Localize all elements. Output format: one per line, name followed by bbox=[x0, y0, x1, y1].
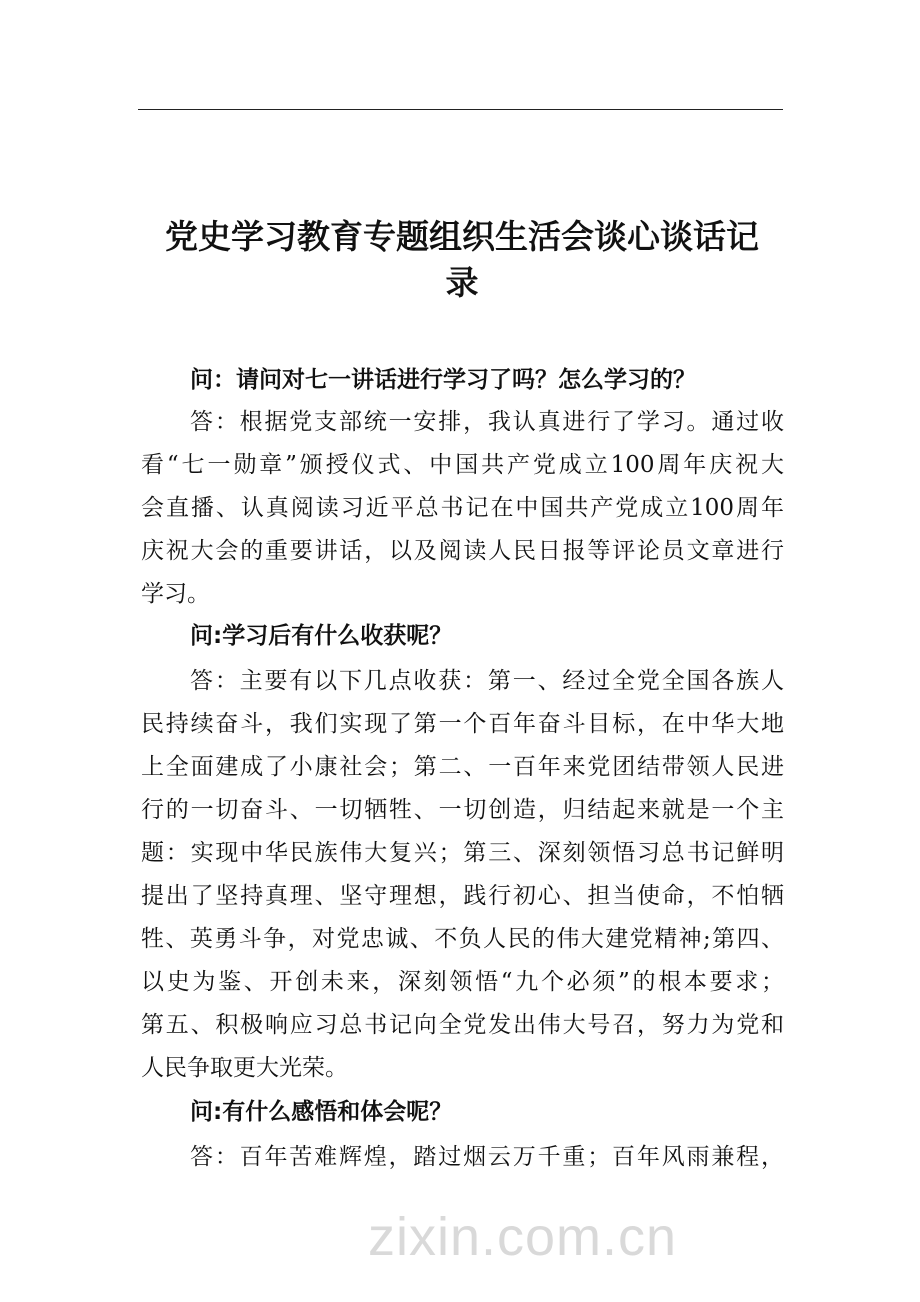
answer-2-line: 第五、积极响应习总书记向全党发出伟大号召，努力为党和 bbox=[141, 1012, 784, 1038]
question-1: 问：请问对七一讲话进行学习了吗？怎么学习的？ bbox=[190, 367, 696, 393]
header-rule bbox=[138, 109, 783, 110]
answer-2-line: 以史为鉴、开创未来，深刻领悟“九个必须”的根本要求； bbox=[141, 969, 784, 995]
answer-2-line: 人民争取更大光荣。 bbox=[141, 1055, 348, 1081]
answer-2-line: 答：主要有以下几点收获：第一、经过全党全国各族人 bbox=[190, 668, 784, 694]
answer-3-line: 答：百年苦难辉煌，踏过烟云万千重；百年风雨兼程， bbox=[190, 1144, 784, 1170]
answer-2-line: 民持续奋斗，我们实现了第一个百年奋斗目标，在中华大地 bbox=[141, 711, 784, 737]
answer-2-line: 提出了坚持真理、坚守理想，践行初心、担当使命，不怕牺 bbox=[141, 883, 784, 909]
answer-2-line: 行的一切奋斗、一切牺牲、一切创造，归结起来就是一个主 bbox=[141, 797, 784, 823]
watermark: zixin.com.cn bbox=[368, 1207, 678, 1267]
document-title-line-1: 党史学习教育专题组织生活会谈心谈话记 bbox=[165, 217, 759, 256]
document-title-line-2: 录 bbox=[445, 263, 479, 302]
answer-1-line: 答：根据党支部统一安排，我认真进行了学习。通过收 bbox=[190, 409, 784, 435]
answer-1-line: 庆祝大会的重要讲话，以及阅读人民日报等评论员文章进行 bbox=[141, 538, 784, 564]
answer-1-line: 会直播、认真阅读习近平总书记在中国共产党成立100周年 bbox=[141, 495, 784, 521]
question-2: 问:学习后有什么收获呢？ bbox=[190, 623, 453, 649]
answer-2-line: 题：实现中华民族伟大复兴；第三、深刻领悟习总书记鲜明 bbox=[141, 840, 784, 866]
answer-2-line: 牲、英勇斗争，对党忠诚、不负人民的伟大建党精神;第四、 bbox=[141, 926, 784, 952]
question-3: 问:有什么感悟和体会呢？ bbox=[190, 1099, 453, 1125]
answer-2-line: 上全面建成了小康社会；第二、一百年来党团结带领人民进 bbox=[141, 754, 784, 780]
answer-1-line: 学习。 bbox=[141, 581, 210, 607]
answer-1-line: 看“七一勋章”颁授仪式、中国共产党成立100周年庆祝大 bbox=[141, 452, 784, 478]
